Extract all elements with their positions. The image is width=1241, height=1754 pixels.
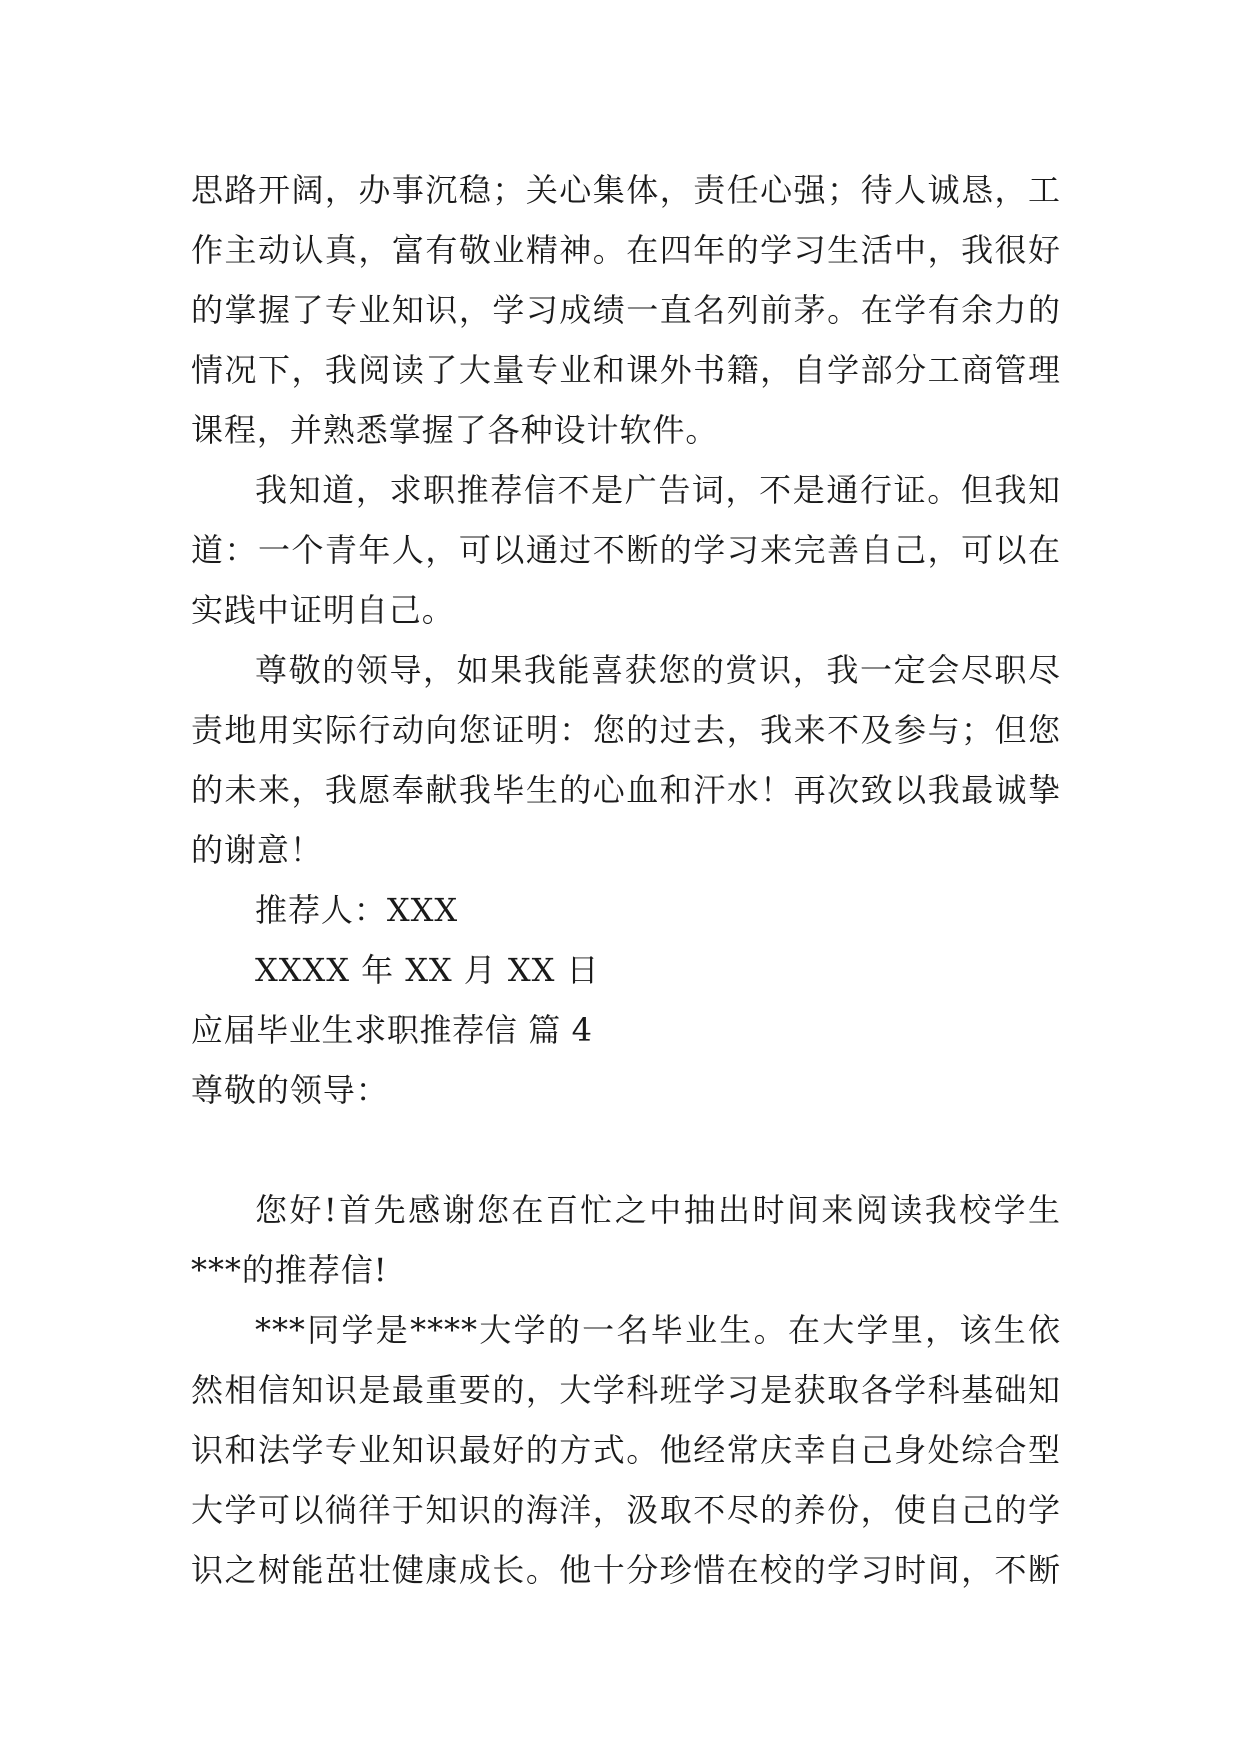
text-line: 实践中证明自己。 (191, 591, 455, 629)
text-line: 课程，并熟悉掌握了各种设计软件。 (191, 411, 719, 449)
text-line: 的谢意！ (191, 831, 323, 869)
text-line: 然相信知识是最重要的，大学科班学习是获取各学科基础知 (191, 1371, 1061, 1409)
text-line: ***的推荐信! (191, 1251, 388, 1289)
text-line: 情况下，我阅读了大量专业和课外书籍，自学部分工商管理 (191, 351, 1061, 389)
text-line: 责地用实际行动向您证明：您的过去，我来不及参与；但您 (191, 711, 1061, 749)
paragraph-1 (191, 160, 1061, 460)
text-line: 大学可以徜徉于知识的海洋，汲取不尽的养份，使自己的学 (191, 1491, 1061, 1529)
paragraph-5 (191, 1300, 1061, 1600)
salutation: 尊敬的领导： (191, 1071, 389, 1109)
paragraph-3 (191, 640, 1061, 880)
text-line: 您好!首先感谢您在百忙之中抽出时间来阅读我校学生 (255, 1191, 1061, 1229)
text-line: 作主动认真，富有敬业精神。在四年的学习生活中，我很好 (191, 231, 1061, 269)
text-line: 尊敬的领导，如果我能喜获您的赏识，我一定会尽职尽 (255, 651, 1061, 689)
date: XXXX 年 XX 月 XX 日 (255, 951, 600, 989)
section-title: 应届毕业生求职推荐信 篇 4 (191, 1011, 593, 1049)
text-line: 的未来，我愿奉献我毕生的心血和汗水！再次致以我最诚挚 (191, 771, 1061, 809)
paragraph-2 (191, 460, 1061, 640)
blank-line (191, 1120, 1061, 1180)
text-line: 识和法学专业知识最好的方式。他经常庆幸自己身处综合型 (191, 1431, 1061, 1469)
text-line: 识之树能茁壮健康成长。他十分珍惜在校的学习时间，不断 (191, 1551, 1061, 1589)
text-line: 道：一个青年人，可以通过不断的学习来完善自己，可以在 (191, 531, 1061, 569)
paragraph-4 (191, 1180, 1061, 1300)
text-line: ***同学是****大学的一名毕业生。在大学里，该生依 (255, 1311, 1061, 1349)
text-line: 思路开阔，办事沉稳；关心集体，责任心强；待人诚恳，工 (191, 171, 1061, 209)
signature: 推荐人：XXX (255, 891, 459, 929)
document-page (191, 160, 1061, 1600)
text-line: 的掌握了专业知识，学习成绩一直名列前茅。在学有余力的 (191, 291, 1061, 329)
text-line: 我知道，求职推荐信不是广告词，不是通行证。但我知 (255, 471, 1061, 509)
